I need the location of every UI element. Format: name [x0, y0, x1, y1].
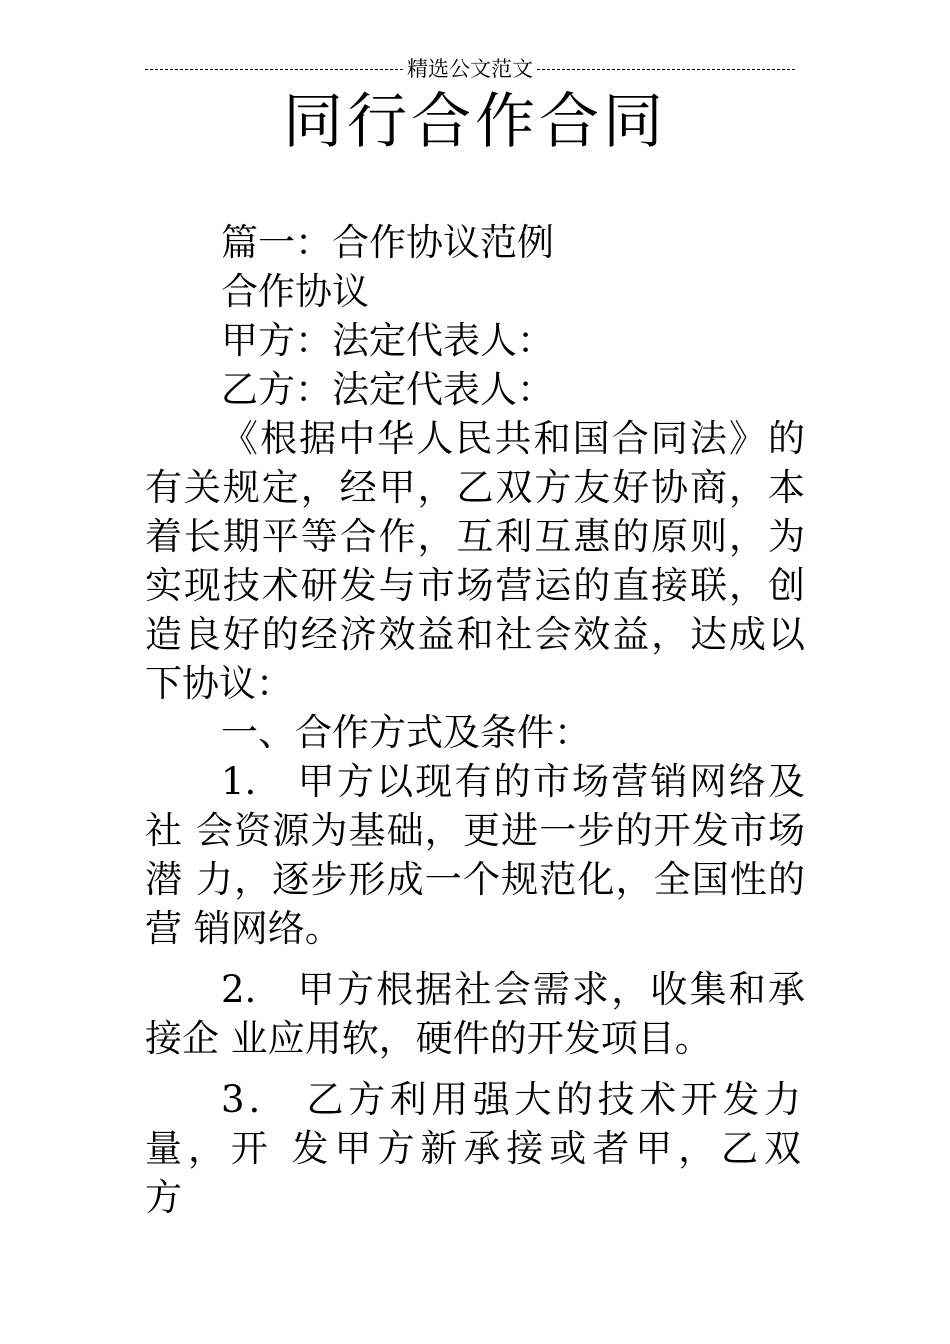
header-dash-right [537, 69, 795, 70]
page-header [145, 56, 795, 82]
clause-item-2: 2. 甲方根据社会需求，收集和承接企 业应用软，硬件的开发项目。 [145, 968, 805, 1060]
preamble-paragraph: 《根据中华人民共和国合同法》的有关规定，经甲，乙双方友好协商，本着长期平等合作，互利互惠的原则，为实现技术研发与市场营运的直接联，创造良好的经济效益和社会效益，达成以下协议： [145, 417, 805, 705]
agreement-heading: 合作协议 [221, 270, 369, 313]
clause-heading: 一、合作方式及条件： [221, 711, 591, 754]
clause-item-3: 3. 乙方利用强大的技术开发力量，开 发甲方新承接或者甲，乙双方 [145, 1078, 805, 1219]
party-b-line: 乙方：法定代表人： [221, 368, 554, 411]
header-dash-left [145, 69, 403, 70]
document-body [145, 218, 805, 1222]
party-a-line: 甲方：法定代表人： [221, 319, 554, 362]
section-heading: 篇一：合作协议范例 [221, 221, 554, 264]
document-title: 同行合作合同 [283, 87, 667, 157]
header-label: 精选公文范文 [407, 57, 533, 81]
clause-item-1: 1. 甲方以现有的市场营销网络及社 会资源为基础，更进一步的开发市场潜 力，逐步形成一个规范化，全国性的营 销网络。 [145, 760, 805, 950]
